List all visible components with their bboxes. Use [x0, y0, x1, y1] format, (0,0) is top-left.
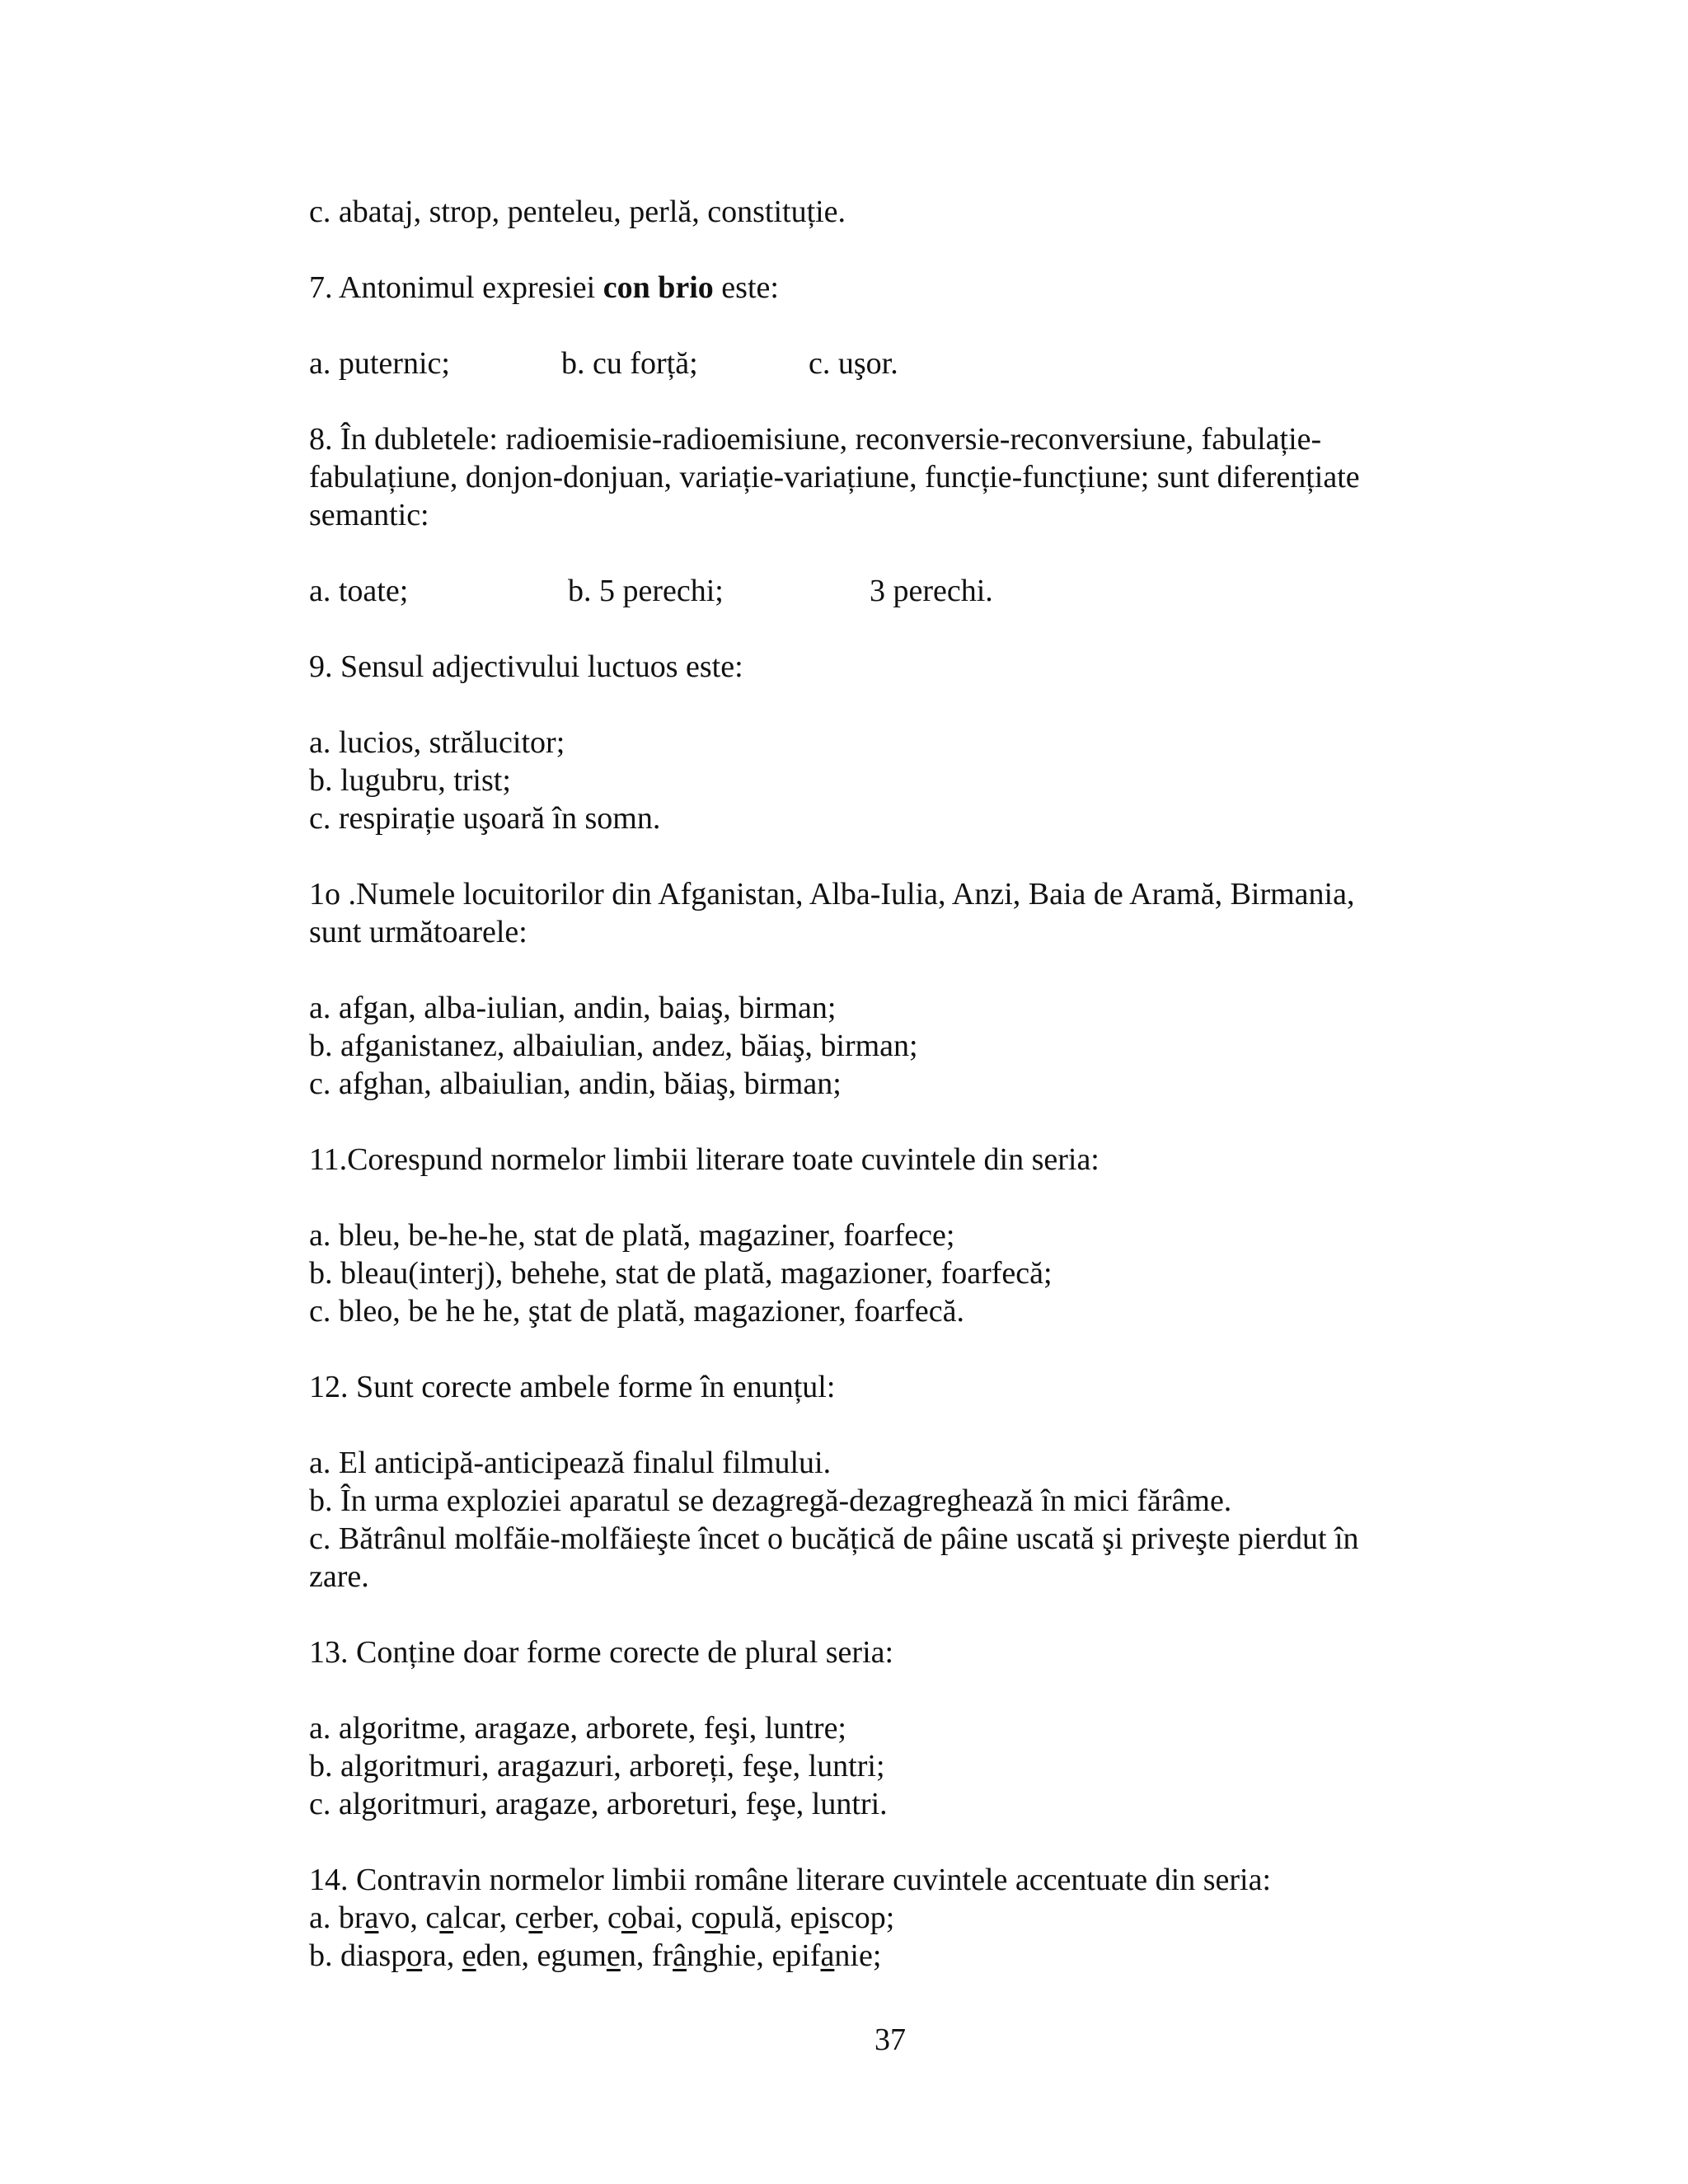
word-part: bai, — [636, 1900, 692, 1935]
question-7-bold-term: con brio — [603, 270, 714, 305]
q13-option-a: a. algoritme, aragaze, arborete, feşi, luntre; — [309, 1711, 846, 1746]
accent-mark: a — [439, 1900, 454, 1935]
option-letter: b. — [309, 1938, 340, 1973]
accent-mark: â — [673, 1938, 687, 1973]
q14-option-b — [309, 1937, 1430, 1975]
word-part: pulă, — [720, 1900, 790, 1935]
q12-option-b: b. În urma exploziei aparatul se dezagregă-dezagreghează în mici fărâme. — [309, 1483, 1232, 1518]
question-10-line-1: 1o .Numele locuitorilor din Afganistan, Alba-Iulia, Anzi, Baia de Aramă, Birmania, — [309, 877, 1355, 912]
q11-option-a: a. bleu, be-he-he, stat de plată, magaziner, foarfece; — [309, 1218, 955, 1253]
question-8-options — [309, 572, 1430, 610]
option-letter: a. — [309, 1900, 339, 1935]
q11-option-b: b. bleau(interj), behehe, stat de plată, magazioner, foarfecă; — [309, 1256, 1053, 1291]
question-10-line-2: sunt următoarele: — [309, 915, 528, 949]
question-9: 9. Sensul adjectivului luctuos este: — [309, 649, 743, 684]
q8-option-c: 3 perechi. — [870, 574, 993, 608]
word-part: scop; — [828, 1900, 895, 1935]
question-11: 11.Corespund normelor limbii literare toate cuvintele din seria: — [309, 1142, 1100, 1177]
question-14: 14. Contravin normelor limbii române literare cuvintele accentuate din seria: — [309, 1863, 1272, 1897]
word-part: nie; — [834, 1938, 882, 1973]
question-7 — [309, 269, 1430, 307]
option-c-prev-question: c. abataj, strop, penteleu, perlă, constituție. — [309, 194, 846, 229]
question-7-options — [309, 344, 1430, 382]
word-part: c — [607, 1900, 621, 1935]
accent-mark: a — [820, 1938, 835, 1973]
page-number: 37 — [874, 2022, 906, 2057]
word-part: ra, — [422, 1938, 462, 1973]
page-content — [309, 193, 1430, 1975]
word-part: rber, — [542, 1900, 607, 1935]
question-8-line-2: fabulațiune, donjon-donjuan, variație-variațiune, funcție-funcțiune; sunt diferențiate — [309, 460, 1360, 494]
q7-option-a: a. puternic; — [309, 346, 450, 381]
word-part: vo, — [378, 1900, 426, 1935]
accent-mark: a — [364, 1900, 379, 1935]
word-part: c — [691, 1900, 706, 1935]
accent-mark: e — [528, 1900, 543, 1935]
q13-option-b: b. algoritmuri, aragazuri, arboreți, feşe, luntri; — [309, 1749, 885, 1783]
q9-option-a: a. lucios, strălucitor; — [309, 725, 565, 760]
q10-option-a: a. afgan, alba-iulian, andin, baiaş, birman; — [309, 991, 837, 1025]
word-part: diasp — [340, 1938, 407, 1973]
q13-option-c: c. algoritmuri, aragaze, arboreturi, feşe, luntri. — [309, 1787, 888, 1821]
word-part: ep — [790, 1900, 820, 1935]
word-part: egum — [537, 1938, 607, 1973]
word-part: epif — [771, 1938, 821, 1973]
word-part: c — [514, 1900, 529, 1935]
accent-mark: o — [621, 1900, 637, 1935]
word-part: c — [425, 1900, 440, 1935]
q12-option-c-line-2: zare. — [309, 1559, 369, 1594]
question-7-suffix: este: — [713, 270, 779, 305]
accent-mark: i — [819, 1900, 829, 1935]
question-8-line-3: semantic: — [309, 498, 429, 532]
question-13: 13. Conține doar forme corecte de plural seria: — [309, 1635, 894, 1670]
word-part: lcar, — [453, 1900, 515, 1935]
accent-mark: e — [606, 1938, 621, 1973]
q12-option-c-line-1: c. Bătrânul molfăie-molfăieşte încet o bucățică de pâine uscată şi priveşte pierdut în — [309, 1521, 1359, 1556]
accent-mark: e — [462, 1938, 476, 1973]
q9-option-c: c. respirație uşoară în somn. — [309, 801, 661, 836]
q8-option-a: a. toate; — [309, 574, 409, 608]
q7-option-c: c. uşor. — [809, 346, 898, 381]
question-8-line-1: 8. În dubletele: radioemisie-radioemisiune, reconversie-reconversiune, fabulație- — [309, 422, 1322, 457]
q10-option-b: b. afganistanez, albaiulian, andez, băiaş, birman; — [309, 1029, 918, 1063]
word-part: br — [338, 1900, 365, 1935]
word-part: den, — [476, 1938, 537, 1973]
accent-mark: o — [705, 1900, 721, 1935]
q8-option-b: b. 5 perechi; — [568, 574, 724, 608]
word-part: n, — [620, 1938, 652, 1973]
q11-option-c: c. bleo, be he he, ştat de plată, magazioner, foarfecă. — [309, 1294, 965, 1329]
question-7-prefix: 7. Antonimul expresiei — [309, 270, 603, 305]
q10-option-c: c. afghan, albaiulian, andin, băiaş, birman; — [309, 1066, 842, 1101]
q14-option-a — [309, 1899, 1430, 1937]
word-part: nghie, — [687, 1938, 772, 1973]
q12-option-a: a. El anticipă-anticipează finalul filmului. — [309, 1446, 832, 1480]
word-part: fr — [651, 1938, 673, 1973]
q7-option-b: b. cu forță; — [561, 346, 698, 381]
q9-option-b: b. lugubru, trist; — [309, 763, 511, 798]
question-12: 12. Sunt corecte ambele forme în enunțul: — [309, 1370, 836, 1404]
accent-mark: o — [406, 1938, 423, 1973]
